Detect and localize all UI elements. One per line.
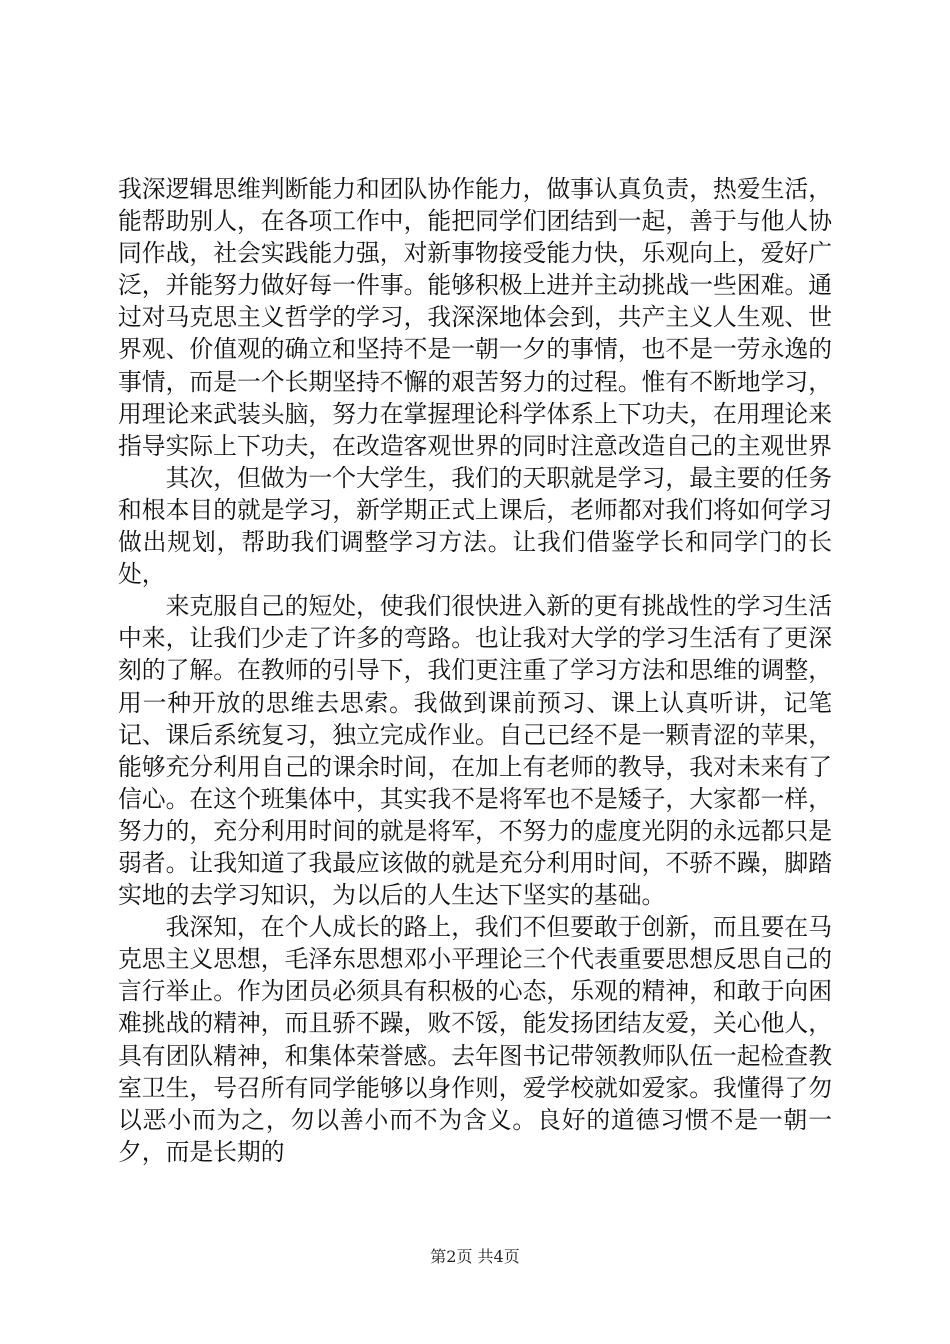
paragraph-2: 其次，但做为一个大学生，我们的天职就是学习，最主要的任务和根本目的就是学习，新学期正式上课后，老师都对我们将如何学习做出规划，帮助我们调整学习方法。让我们借鉴学长和同学门的长处，	[118, 463, 832, 589]
page-number-footer: 第2页 共4页	[430, 1247, 520, 1266]
document-body	[118, 173, 832, 1168]
paragraph-1: 我深逻辑思维判断能力和团队协作能力，做事认真负责，热爱生活，能帮助别人，在各项工作中，能把同学们团结到一起，善于与他人协同作战，社会实践能力强，对新事物接受能力快，乐观向上，爱好广泛，并能努力做好每一件事。能够积极上进并主动挑战一些困难。通过对马克思主义哲学的学习，我深深地体会到，共产主义人生观、世界观、价值观的确立和坚持不是一朝一夕的事情，也不是一劳永逸的事情，而是一个长期坚持不懈的艰苦努力的过程。惟有不断地学习，用理论来武装头脑，努力在掌握理论科学体系上下功夫，在用理论来指导实际上下功夫，在改造客观世界的同时注意改造自己的主观世界	[118, 175, 832, 460]
paragraph-4: 我深知，在个人成长的路上，我们不但要敢于创新，而且要在马克思主义思想，毛泽东思想邓小平理论三个代表重要思想反思自己的言行举止。作为团员必须具有积极的心态，乐观的精神，和敢于向困难挑战的精神，而且骄不躁，败不馁，能发扬团结友爱，关心他人，具有团队精神，和集体荣誉感。去年图书记带领教师队伍一起检查教室卫生，号召所有同学能够以身作则，爱学校就如爱家。我懂得了勿以恶小而为之，勿以善小而不为含义。良好的道德习惯不是一朝一夕，而是长期的	[118, 913, 832, 1166]
paragraph-3: 来克服自己的短处，使我们很快进入新的更有挑战性的学习生活中来，让我们少走了许多的弯路。也让我对大学的学习生活有了更深刻的了解。在教师的引导下，我们更注重了学习方法和思维的调整，用一种开放的思维去思索。我做到课前预习、课上认真听讲，记笔记、课后系统复习，独立完成作业。自己已经不是一颗青涩的苹果，能够充分利用自己的课余时间，在加上有老师的教导，我对未来有了信心。在这个班集体中，其实我不是将军也不是矮子，大家都一样，努力的，充分利用时间的就是将军，不努力的虚度光阴的永远都只是弱者。让我知道了我最应该做的就是充分利用时间，不骄不躁，脚踏实地的去学习知识，为以后的人生达下坚实的基础。	[118, 592, 832, 910]
